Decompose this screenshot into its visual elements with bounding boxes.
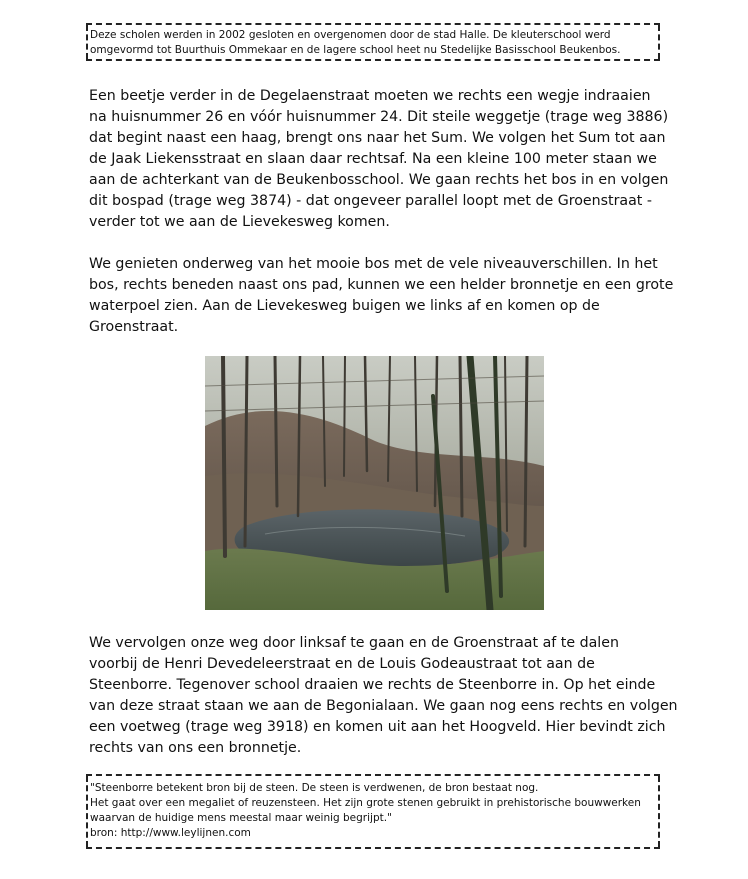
paragraph-line: dit bospad (trage weg 3874) - dat ongeveer parallel loopt met de Groenstraat - [89,193,653,209]
top-note-box [86,23,660,61]
note-line: waarvan de huidige mens meestal maar weinig begrijpt." [90,812,392,824]
note-line: Deze scholen werden in 2002 gesloten en overgenomen door de stad Halle. De kleuterschool werd [90,29,611,41]
note-border-left [86,25,88,59]
paragraph-line: Steenborre. Tegenover school draaien we rechts de Steenborre in. Op het einde [89,677,656,693]
paragraph-line: aan de achterkant van de Beukenbosschool. We gaan rechts het bos in en volgen [89,172,669,188]
source-line: bron: http://www.leylijnen.com [90,827,251,839]
paragraph-line: bos, rechts beneden naast ons pad, kunnen we een helder bronnetje en een grote [89,277,674,293]
paragraph-line: van deze straat staan we aan de Begonialaan. We gaan nog eens rechts en volgen [89,698,678,714]
paragraph-route-continue [89,633,678,759]
note-line: Het gaat over een megaliet of reuzensteen. Het zijn grote stenen gebruikt in prehistorische bouwwerken [90,797,641,809]
paragraph-line: We vervolgen onze weg door linksaf te gaan en de Groenstraat af te dalen [89,635,619,651]
note-line: omgevormd tot Buurthuis Ommekaar en de lagere school heet nu Stedelijke Basisschool Beukenbos. [90,44,621,56]
paragraph-forest [89,254,674,338]
paragraph-line: voorbij de Henri Devedeleerstraat en de Louis Godeaustraat tot aan de [89,656,595,672]
note-border-right [658,25,660,59]
forest-pond-photo [205,356,544,610]
note-border-left [86,776,88,847]
paragraph-line: rechts van ons een bronnetje. [89,740,302,756]
paragraph-line: Een beetje verder in de Degelaenstraat moeten we rechts een wegje indraaien [89,88,651,104]
note-border-right [658,776,660,847]
paragraph-route-intro [89,86,669,233]
paragraph-line: de Jaak Liekensstraat en slaan daar rechtsaf. Na een kleine 100 meter staan we [89,151,657,167]
paragraph-line: We genieten onderweg van het mooie bos met de vele niveauverschillen. In het [89,256,658,272]
bottom-note-box [86,774,660,849]
paragraph-line: waterpoel zien. Aan de Lievekesweg buigen we links af en komen op de [89,298,600,314]
paragraph-line: verder tot we aan de Lievekesweg komen. [89,214,390,230]
paragraph-line: na huisnummer 26 en vóór huisnummer 24. Dit steile weggetje (trage weg 3886) [89,109,669,125]
paragraph-line: een voetweg (trage weg 3918) en komen uit aan het Hoogveld. Hier bevindt zich [89,719,666,735]
note-line: "Steenborre betekent bron bij de steen. De steen is verdwenen, de bron bestaat nog. [90,782,539,794]
paragraph-line: dat begint naast een haag, brengt ons naar het Sum. We volgen het Sum tot aan [89,130,666,146]
paragraph-line: Groenstraat. [89,319,179,335]
